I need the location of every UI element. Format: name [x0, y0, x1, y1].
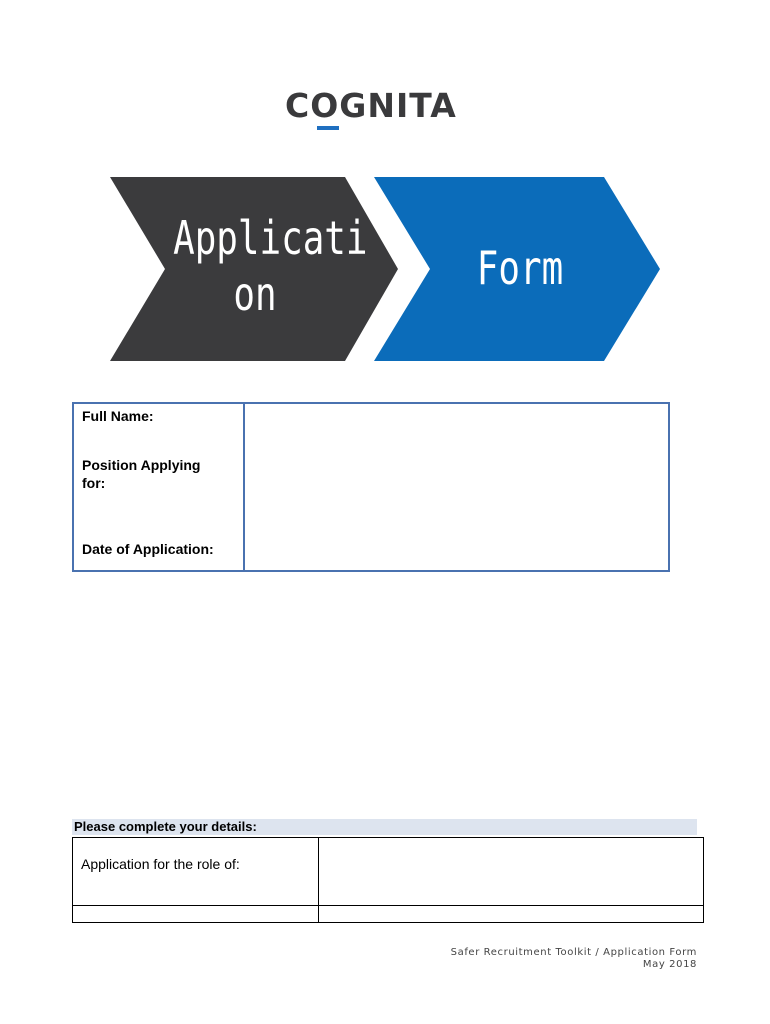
banner-title-right: Form — [476, 241, 564, 295]
details-header: Please complete your details: — [72, 819, 697, 835]
banner-title-left — [173, 210, 368, 322]
info-entry-field[interactable] — [246, 406, 666, 568]
footer-line2: May 2018 — [642, 959, 697, 970]
applicant-info-box — [72, 402, 670, 572]
position-label — [82, 456, 200, 492]
details-empty-cell-right[interactable] — [320, 906, 703, 922]
position-label-line1: Position Applying — [82, 457, 201, 473]
role-input-cell[interactable] — [320, 838, 703, 904]
position-label-line2: for: — [82, 475, 106, 491]
info-divider — [243, 404, 245, 570]
date-label: Date of Application: — [82, 541, 214, 557]
banner-title-line2: on — [233, 267, 277, 321]
details-table — [72, 837, 704, 923]
role-label: Application for the role of: — [81, 856, 240, 872]
details-empty-cell-left[interactable] — [73, 906, 317, 922]
full-name-label: Full Name: — [82, 408, 154, 424]
footer — [451, 947, 697, 971]
footer-line1: Safer Recruitment Toolkit / Application Form — [450, 947, 697, 958]
banner-title-line1: Applicati — [173, 211, 368, 265]
logo-text: COGNITA — [285, 86, 457, 125]
title-banner — [0, 0, 770, 400]
details-table-vline — [318, 838, 319, 922]
